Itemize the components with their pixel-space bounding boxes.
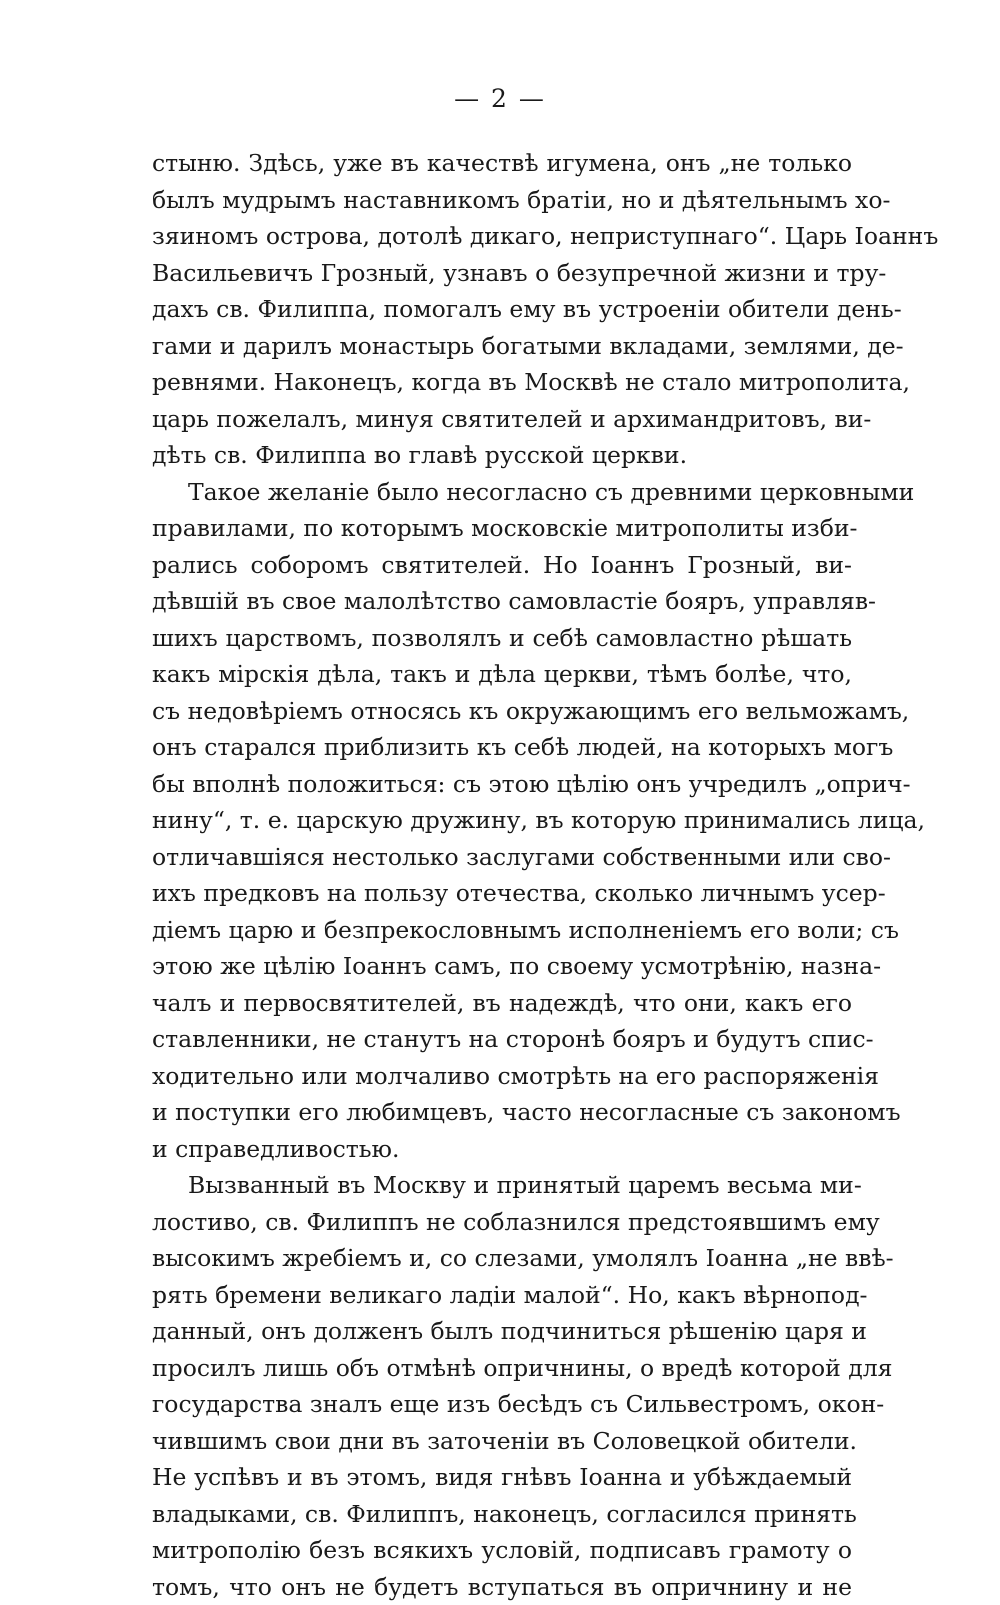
- text-line: ревнями. Наконецъ, когда въ Москвѣ не стало митрополита,: [152, 364, 852, 401]
- text-line: чившимъ свои дни въ заточеніи въ Соловецкой обители.: [152, 1423, 852, 1460]
- text-line: бы вполнѣ положиться: съ этою цѣлію онъ учредилъ „оприч-: [152, 766, 852, 803]
- paragraph: [152, 474, 852, 1168]
- text-line: владыками, св. Филиппъ, наконецъ, согласился принять: [152, 1496, 852, 1533]
- text-line: рались соборомъ святителей. Но Іоаннъ Грозный, ви-: [152, 547, 852, 584]
- text-line: зяиномъ острова, дотолѣ дикаго, неприступнаго“. Царь Іоаннъ: [152, 218, 852, 255]
- text-line: просилъ лишь объ отмѣнѣ опричнины, о вредѣ которой для: [152, 1350, 852, 1387]
- text-line: томъ, что онъ не будетъ вступаться въ опричнину и не: [152, 1569, 852, 1605]
- text-line: дѣвшій въ свое малолѣтство самовластіе бояръ, управляв-: [152, 583, 852, 620]
- text-line: былъ мудрымъ наставникомъ братіи, но и дѣятельнымъ хо-: [152, 182, 852, 219]
- text-line: чалъ и первосвятителей, въ надеждѣ, что они, какъ его: [152, 985, 852, 1022]
- text-line: и справедливостью.: [152, 1131, 852, 1168]
- text-line: правилами, по которымъ московскіе митрополиты изби-: [152, 510, 852, 547]
- text-line: съ недовѣріемъ относясь къ окружающимъ его вельможамъ,: [152, 693, 852, 730]
- text-line: этою же цѣлію Іоаннъ самъ, по своему усмотрѣнію, назна-: [152, 948, 852, 985]
- text-line: какъ мірскія дѣла, такъ и дѣла церкви, тѣмъ болѣе, что,: [152, 656, 852, 693]
- text-line: ихъ предковъ на пользу отечества, сколько личнымъ усер-: [152, 875, 852, 912]
- text-line: Васильевичъ Грозный, узнавъ о безупречной жизни и тру-: [152, 255, 852, 292]
- paragraph: [152, 145, 852, 474]
- text-line: отличавшіяся нестолько заслугами собственными или сво-: [152, 839, 852, 876]
- text-line: дахъ св. Филиппа, помогалъ ему въ устроеніи обители день-: [152, 291, 852, 328]
- text-line: ходительно или молчаливо смотрѣть на его распоряженія: [152, 1058, 852, 1095]
- text-line: царь пожелалъ, минуя святителей и архимандритовъ, ви-: [152, 401, 852, 438]
- page-number: — 2 —: [0, 84, 1000, 113]
- text-line: ставленники, не станутъ на сторонѣ бояръ и будутъ спис-: [152, 1021, 852, 1058]
- text-line: Такое желаніе было несогласно съ древними церковными: [152, 474, 852, 511]
- text-line: Не успѣвъ и въ этомъ, видя гнѣвъ Іоанна и убѣждаемый: [152, 1459, 852, 1496]
- text-line: онъ старался приблизить къ себѣ людей, на которыхъ могъ: [152, 729, 852, 766]
- text-line: митрополію безъ всякихъ условій, подписавъ грамоту о: [152, 1532, 852, 1569]
- text-line: дѣть св. Филиппа во главѣ русской церкви.: [152, 437, 852, 474]
- paragraph: [152, 1167, 852, 1605]
- text-line: нину“, т. е. царскую дружину, въ которую принимались лица,: [152, 802, 852, 839]
- text-line: шихъ царствомъ, позволялъ и себѣ самовластно рѣшать: [152, 620, 852, 657]
- text-line: и поступки его любимцевъ, часто несогласные съ закономъ: [152, 1094, 852, 1131]
- text-line: гами и дарилъ монастырь богатыми вкладами, землями, де-: [152, 328, 852, 365]
- text-line: рять бремени великаго ладіи малой“. Но, какъ вѣрнопод-: [152, 1277, 852, 1314]
- text-line: лостиво, св. Филиппъ не соблазнился предстоявшимъ ему: [152, 1204, 852, 1241]
- text-line: высокимъ жребіемъ и, со слезами, умолялъ Іоанна „не ввѣ-: [152, 1240, 852, 1277]
- text-line: Вызванный въ Москву и принятый царемъ весьма ми-: [152, 1167, 852, 1204]
- text-line: стыню. Здѣсь, уже въ качествѣ игумена, онъ „не только: [152, 145, 852, 182]
- body-text: [152, 145, 852, 1605]
- text-line: діемъ царю и безпрекословнымъ исполненіемъ его воли; съ: [152, 912, 852, 949]
- text-line: данный, онъ долженъ былъ подчиниться рѣшенію царя и: [152, 1313, 852, 1350]
- text-line: государства зналъ еще изъ бесѣдъ съ Сильвестромъ, окон-: [152, 1386, 852, 1423]
